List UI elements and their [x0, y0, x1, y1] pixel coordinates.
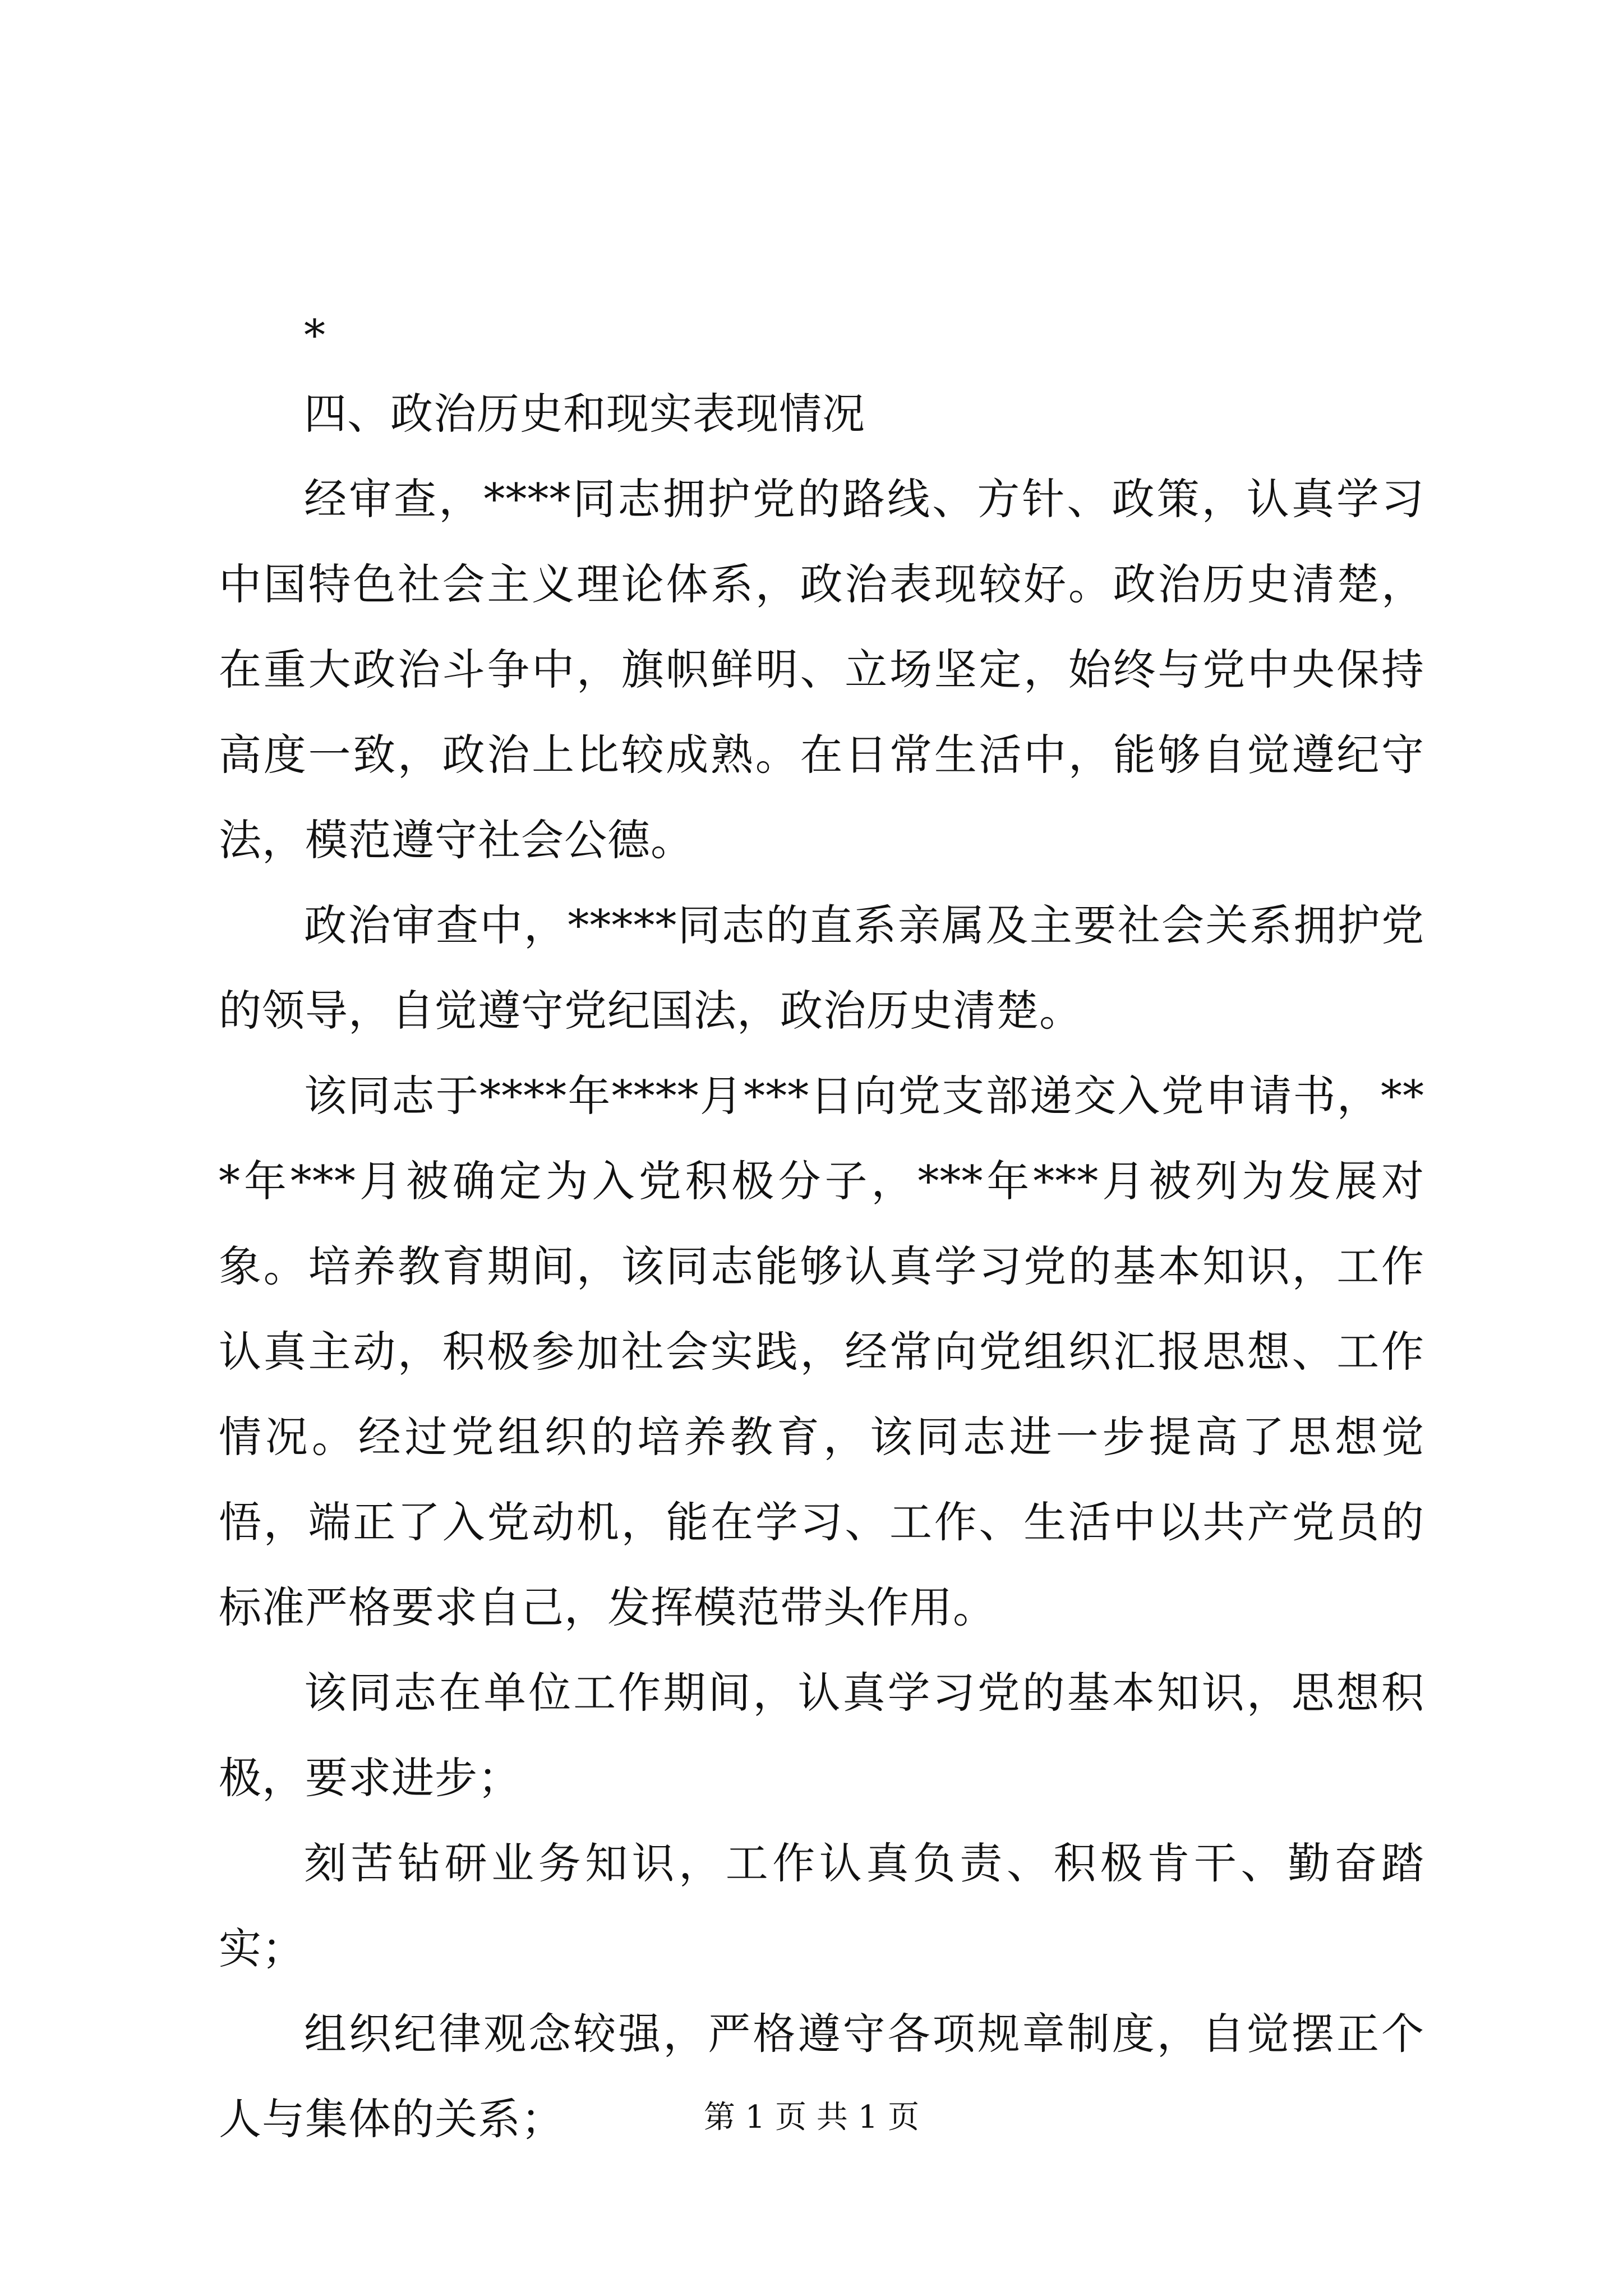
section-heading: 四、政治历史和现实表现情况 — [304, 389, 865, 439]
page-number-footer: 第 1 页 共 1 页 — [703, 2099, 920, 2136]
document-body — [219, 310, 1424, 2162]
asterisk-marker: * — [304, 310, 325, 360]
paragraph-political-review: 经审查，****同志拥护党的路线、方针、政策，认真学习中国特色社会主义理论体系，政治表现较好。政治历史清楚，在重大政治斗争中，旗帜鲜明、立场坚定，始终与党中央保持高度一致，政治上比较成熟。在日常生活中，能够自觉遵纪守法，模范遵守社会公德。 — [219, 474, 1424, 865]
paragraph-family-review: 政治审查中，*****同志的直系亲属及主要社会关系拥护党的领导，自觉遵守党纪国法，政治历史清楚。 — [219, 900, 1424, 1036]
paragraph-application-history: 该同志于****年****月***日向党支部递交入党申请书，***年***月被确定为入党积极分子，***年***月被列为发展对象。培养教育期间，该同志能够认真学习党的基本知识，工作认真主动，积极参加社会实践，经常向党组织汇报思想、工作情况。经过党组织的培养教育，该同志进一步提高了思想觉悟，端正了入党动机，能在学习、工作、生活中以共产党员的标准严格要求自己，发挥模范带头作用。 — [219, 1071, 1424, 1632]
paragraph-professional-study: 刻苦钻研业务知识，工作认真负责、积极肯干、勤奋踏实； — [219, 1838, 1424, 1973]
paragraph-work-attitude: 该同志在单位工作期间，认真学习党的基本知识，思想积极，要求进步； — [219, 1668, 1424, 1803]
paragraph-discipline: 组织纪律观念较强，严格遵守各项规章制度，自觉摆正个人与集体的关系； — [219, 2009, 1424, 2144]
